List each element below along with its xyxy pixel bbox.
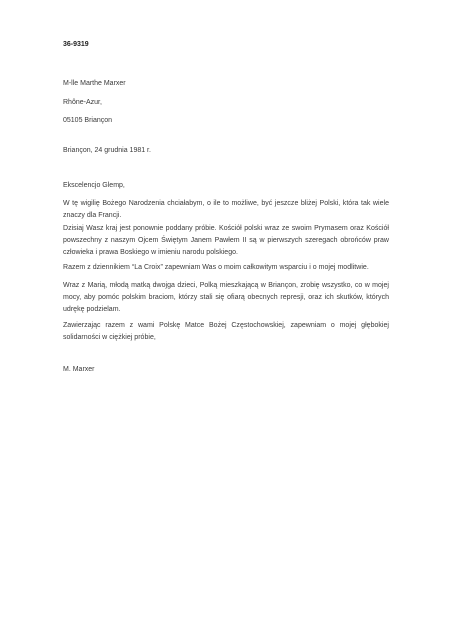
paragraph-4: Wraz z Marią, młodą matką dwojga dzieci, Polką mieszkającą w Briançon, zrobię wszystko, co w mojej mocy, aby pomóc polskim braciom, którzy stali się ofiarą obecnych represji, oraz ich skutków, których udrękę podzielam.: [63, 282, 389, 313]
signature: M. Marxer: [63, 366, 95, 373]
sender-street: Rhône-Azur,: [63, 99, 102, 106]
paragraph-5: Zawierzając razem z wami Polskę Matce Bożej Częstochowskiej, zapewniam o mojej głębokiej solidarności w ciężkiej próbie,: [63, 322, 389, 341]
paragraph-1: W tę wigilię Bożego Narodzenia chciałabym, o ile to możliwe, być jeszcze bliżej Polski, która tak wiele znaczy dla Francji.: [63, 200, 389, 219]
place-date: Briançon, 24 grudnia 1981 r.: [63, 147, 151, 154]
reference-number: 36-9319: [63, 41, 89, 48]
paragraph-2: Dzisiaj Wasz kraj jest ponownie poddany próbie. Kościół polski wraz ze swoim Prymasem oraz Kościół powszechny z naszym Ojcem Świętym Janem Pawłem II są w pierwszych szeregach obrońców praw człowieka i prawa Boskiego w imieniu narodu polskiego.: [63, 225, 389, 256]
salutation: Ekscelencjo Glemp,: [63, 182, 125, 189]
sender-name: M-lle Marthe Marxer: [63, 80, 126, 87]
sender-city: 05105 Briançon: [63, 117, 113, 124]
paragraph-3: Razem z dziennikiem “La Croix” zapewniam Was o moim całkowitym wsparciu i o mojej modlitwie.: [63, 264, 369, 271]
